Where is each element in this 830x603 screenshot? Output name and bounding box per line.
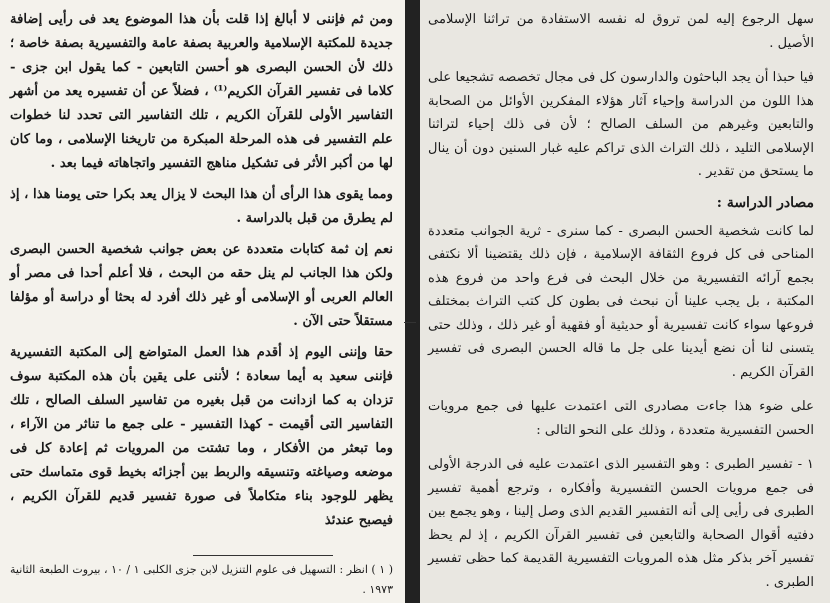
footnote-divider bbox=[193, 555, 333, 556]
left-page bbox=[0, 0, 405, 603]
left-paragraph-3: نعم إن ثمة كتابات متعددة عن بعض جوانب شخصية الحسن البصرى ولكن هذا الجانب لم ينل حقه من البحث ، فلا أعلم أحدا فى مصر أو العالم العربى أو الإسلامى أو غير ذلك أفرد له بحثا أو دراسة أو مؤلفا مستقلاً حتى الآن . bbox=[10, 242, 393, 329]
right-paragraph-1: سهل الرجوع إليه لمن تروق له نفسه الاستفادة من تراثنا الإسلامى الأصيل . bbox=[428, 12, 814, 51]
right-page bbox=[420, 0, 830, 603]
left-paragraph-4: حقا وإننى اليوم إذ أقدم هذا العمل المتواضع إلى المكتبة التفسيرية فإننى سعيد به أيما سعادة ؛ لأننى على يقين بأن هذه المكتبة سوف تزدان به كما ازدانت من قبل بغيره من تفاسير السلف الصالح ، تلك التفاسير التى أقيمت - كهذا التفسير - على جمع ما تناثر من الآراء ، وما تبعثر من الأفكار ، وما تشتت من المرويات ثم إعادة كل فى موضعه وصياغته وتنسيقه والربط بين أجزائه بخيط قوى متماسك حتى يظهر للوجود بناء متكاملاً فى صورة تفسير قديم للقرآن الكريم ، فيصبح عندئذ bbox=[10, 345, 393, 528]
left-paragraph-2: ومما يقوى هذا الرأى أن هذا البحث لا يزال يعد بكرا حتى يومنا هذا ، إذ لم يطرق من قبل بالدراسة . bbox=[10, 187, 393, 226]
margin-mark bbox=[404, 322, 416, 323]
footnote: ( ١ ) انظر : التسهيل فى علوم التنزيل لابن جزى الكلبى ١ / ١٠ ، بيروت الطبعة الثانية ١٩٧٣ . bbox=[10, 563, 394, 596]
right-paragraph-3: لما كانت شخصية الحسن البصرى - كما سنرى - ثرية الجوانب متعددة المناحى فى كل فروع الثقافة الإسلامية ، فإن ذلك يقتضينا ألا نكتفى بجمع آرائه التفسيرية من خلال البحث فى فرع واحد من فروع هذه المكتبة ، بل يجب علينا أن نبحث فى بطون كل كتب التراث بمختلف فروعها سواء كانت تفسيرية أو حديثية أو فقهية أو غير ذلك ، وذلك حتى يتسنى لنا أن نضع أيدينا على جل ما قاله الحسن البصرى فى تفسير القرآن الكريم . bbox=[428, 223, 814, 380]
book-gutter bbox=[405, 0, 420, 603]
right-paragraph-4: على ضوء هذا جاءت مصادرى التى اعتمدت عليها فى جمع مرويات الحسن التفسيرية متعددة ، وذلك على النحو التالى : bbox=[428, 399, 814, 438]
right-paragraph-2: فيا حبذا أن يجد الباحثون والدارسون كل فى مجال تخصصه تشجيعا على هذا اللون من الدراسة وإحياء آثار هؤلاء المفكرين الأوائل من الصحابة والتابعين وغيرهم من السلف الصالح ؛ لأن فى ذلك إحياء لتراثنا الإسلامى التليد ، ذلك التراث الذى تراكم عليه غبار السنين دون أن ينال ما يستحق من تقدير . bbox=[428, 70, 814, 179]
left-paragraph-1: ومن ثم فإننى لا أبالغ إذا قلت بأن هذا الموضوع يعد فى رأيى إضافة جديدة للمكتبة الإسلامية والعربية بصفة عامة والتفسيرية بصفة خاصة ؛ ذلك لأن الحسن البصرى هو أحسن التابعين - كما يقول ابن جزى - كلاما فى تفسير القرآن الكريم⁽¹⁾ ، فضلاً عن أن تفسيره يعد من أشهر التفاسير الأولى للقرآن الكريم ، تلك التفاسير التى تحدد لنا خطوات علم التفسير فى هذه المرحلة المبكرة من تاريخنا الإسلامى ، وما كان لها من أكبر الأثر فى تشكيل مناهج التفسير واتجاهاته فيما بعد . bbox=[10, 12, 393, 171]
section-heading: مصادر الدراسة : bbox=[716, 194, 814, 211]
right-paragraph-5: ١ - تفسير الطبرى : وهو التفسير الذى اعتمدت عليه فى الدرجة الأولى فى جمع مرويات الحسن التفسيرية وأفكاره ، وترجع أهمية تفسير الطبرى فى رأيى إلى أنه التفسير القديم الذى وصل إلينا ، وهو يجمع بين دفتيه أقوال الصحابة والتابعين فى تفسير القرآن الكريم ، إذ لم يحظ تفسير آخر بذكر مثل هذه المرويات التفسيرية القديمة كما حظى تفسير الطبرى . bbox=[428, 457, 814, 590]
